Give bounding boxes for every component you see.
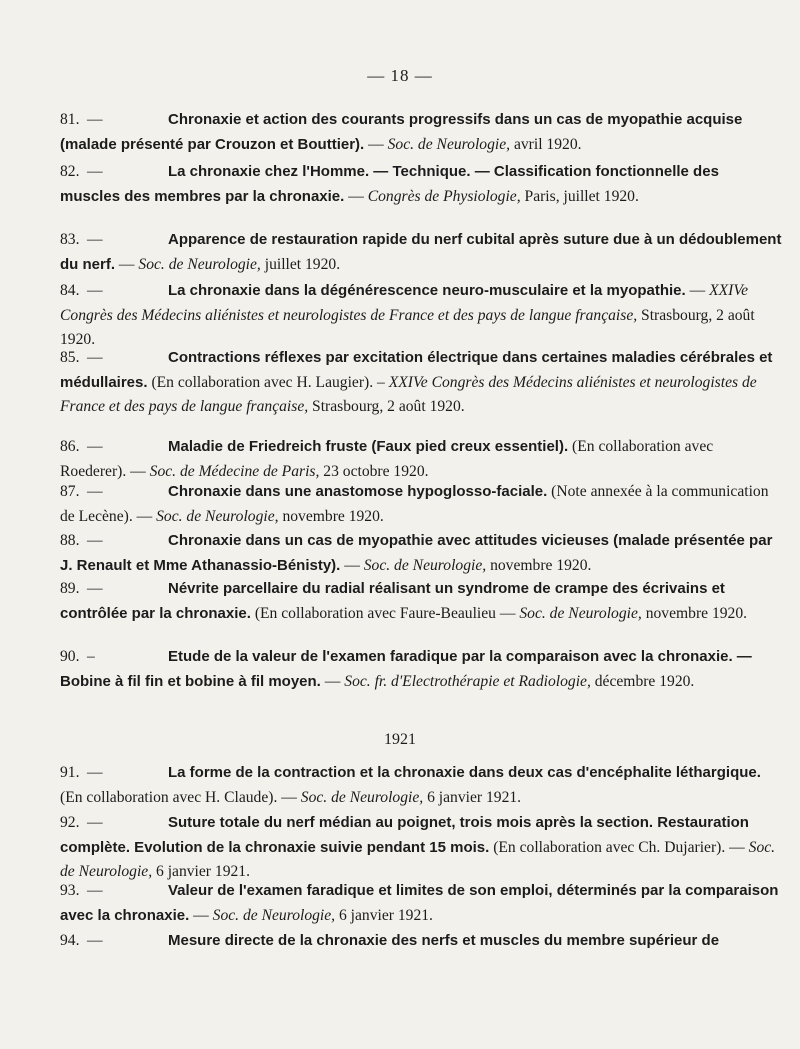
bibliography-entry: 86. — Maladie de Friedreich fruste (Faux pied creux essentiel). (En collaboration avec Roederer). — Soc. de Médecine de Paris, 23 octobre 1920.: [60, 435, 782, 484]
entry-title: Chronaxie et action des courants progressifs dans un cas de myopathie acquise (malade présenté par Crouzon et Bouttier).: [60, 111, 743, 153]
entry-source: XXIVe Congrès des Médecins aliénistes et neurologistes de France et des pays de langue française,: [60, 282, 749, 324]
entry-source: Congrès de Physiologie,: [367, 187, 521, 205]
entry-date: novembre 1920.: [282, 507, 384, 525]
bibliography-entry: 92. — Suture totale du nerf médian au poignet, trois mois après la section. Restauration complète. Evolution de la chronaxie suivie pendant 15 mois. (En collaboration avec Ch. Dujarier). — Soc. de Neurologie, 6 janvier 1921.: [60, 811, 782, 885]
entry-date: Paris, juillet 1920.: [524, 187, 639, 205]
bibliography-entry: 88. — Chronaxie dans un cas de myopathie avec attitudes vicieuses (malade présentée par J. Renault et Mme Athanassio-Bénisty). — Soc. de Neurologie, novembre 1920.: [60, 529, 782, 578]
bibliography-entry: 87. — Chronaxie dans une anastomose hypoglosso-faciale. (Note annexée à la communication de Lecène). — Soc. de Neurologie, novembre 1920.: [60, 480, 782, 529]
bibliography-entry: 82. — La chronaxie chez l'Homme. — Technique. — Classification fonctionnelle des muscles des membres par la chronaxie. — Congrès de Physiologie, Paris, juillet 1920.: [60, 160, 782, 209]
bibliography-entry: 81. — Chronaxie et action des courants progressifs dans un cas de myopathie acquise (malade présenté par Crouzon et Bouttier). — Soc. de Neurologie, avril 1920.: [60, 108, 782, 157]
entry-title: Valeur de l'examen faradique et limites de son emploi, déterminés par la comparaison avec la chronaxie.: [60, 882, 779, 924]
entry-source: Soc. de Neurologie,: [138, 255, 261, 273]
entry-title: La chronaxie dans la dégénérescence neuro-musculaire et la myopathie.: [168, 282, 686, 299]
bibliography-entry: 83. — Apparence de restauration rapide du nerf cubital après suture due à un dédoublement du nerf. — Soc. de Neurologie, juillet 1920.: [60, 228, 782, 277]
entry-number: 86.: [60, 438, 80, 455]
entry-number: 85.: [60, 349, 80, 366]
entry-source: Soc. de Neurologie,: [519, 604, 642, 622]
entry-date: décembre 1920.: [594, 672, 695, 690]
entry-source: Soc. de Neurologie,: [387, 135, 511, 153]
entry-source: Soc. de Neurologie,: [300, 788, 424, 806]
entry-title: Suture totale du nerf médian au poignet, trois mois après la section. Restauration complète. Evolution de la chronaxie suivie pendant 15 mois.: [60, 814, 749, 856]
entry-collaboration: (En collaboration avec Faure-Beaulieu —: [254, 604, 516, 622]
entry-title: Mesure directe de la chronaxie des nerfs et muscles du membre supérieur de: [168, 932, 720, 949]
entry-source: Soc. fr. d'Electrothérapie et Radiologie,: [344, 672, 591, 690]
entry-number: 82.: [60, 163, 80, 180]
entry-collaboration: —: [324, 672, 341, 690]
entry-date: Strasbourg, 2 août 1920.: [312, 398, 465, 415]
entry-number: 83.: [60, 231, 80, 248]
entry-number: 92.: [60, 814, 80, 831]
entry-date: 6 janvier 1921.: [338, 906, 433, 924]
entry-number: 90.: [60, 648, 80, 665]
entry-number: 91.: [60, 764, 80, 781]
entry-date: Strasbourg, 2 août 1920.: [60, 306, 755, 348]
bibliography-entry: 91. — La forme de la contraction et la chronaxie dans deux cas d'encéphalite léthargique. (En collaboration avec H. Claude). — Soc. de Neurologie, 6 janvier 1921.: [60, 761, 782, 810]
entry-title: Névrite parcellaire du radial réalisant un syndrome de crampe des écrivains et contrôlée par la chronaxie.: [60, 580, 725, 622]
entry-title: Maladie de Friedreich fruste (Faux pied creux essentiel).: [168, 438, 569, 455]
entry-source: Soc. de Médecine de Paris,: [149, 462, 320, 480]
entry-title: Apparence de restauration rapide du nerf cubital après suture due à un dédoublement du nerf.: [60, 231, 782, 273]
bibliography-entry: 90. – Etude de la valeur de l'examen faradique par la comparaison avec la chronaxie. — Bobine à fil fin et bobine à fil moyen. — Soc. fr. d'Electrothérapie et Radiologie, décembre 1920.: [60, 645, 782, 694]
entry-collaboration: (Note annexée à la communication de Lecène). —: [60, 483, 769, 525]
entry-date: 6 janvier 1921.: [156, 863, 250, 880]
entry-title: Etude de la valeur de l'examen faradique par la comparaison avec la chronaxie. — Bobine à fil fin et bobine à fil moyen.: [60, 648, 752, 690]
year-heading: 1921: [384, 731, 416, 748]
entry-collaboration: (En collaboration avec H. Claude). —: [60, 788, 297, 806]
entry-source: Soc. de Neurologie,: [60, 838, 776, 880]
page-number: — 18 —: [367, 66, 433, 85]
entry-date: 6 janvier 1921.: [427, 788, 522, 806]
entry-collaboration: (En collaboration avec Ch. Dujarier). —: [493, 838, 745, 856]
entry-date: juillet 1920.: [264, 255, 341, 273]
entry-title: Chronaxie dans un cas de myopathie avec attitudes vicieuses (malade présentée par J. Renault et Mme Athanassio-Bénisty).: [60, 532, 773, 574]
entry-collaboration: —: [193, 906, 209, 924]
entry-collaboration: (En collaboration avec Roederer). —: [60, 438, 714, 480]
entry-source: Soc. de Neurologie,: [156, 507, 279, 525]
entry-number: 84.: [60, 282, 80, 299]
entry-date: 23 octobre 1920.: [323, 462, 429, 480]
entry-source: XXIVe Congrès des Médecins aliénistes et neurologistes de France et des pays de langue française,: [60, 373, 757, 415]
entry-collaboration: —: [344, 556, 360, 574]
entry-number: 87.: [60, 483, 80, 500]
entry-title: Chronaxie dans une anastomose hypoglosso-faciale.: [168, 483, 548, 500]
entry-date: novembre 1920.: [645, 604, 748, 622]
entry-title: La chronaxie chez l'Homme. — Technique. — Classification fonctionnelle des muscles des membres par la chronaxie.: [60, 163, 719, 205]
entry-number: 93.: [60, 882, 80, 899]
bibliography-entry: 93. — Valeur de l'examen faradique et limites de son emploi, déterminés par la comparaison avec la chronaxie. — Soc. de Neurologie, 6 janvier 1921.: [60, 879, 782, 928]
entry-number: 88.: [60, 532, 80, 549]
bibliography-entry: 94. — Mesure directe de la chronaxie des nerfs et muscles du membre supérieur de: [60, 929, 782, 954]
bibliography-entry: 89. — Névrite parcellaire du radial réalisant un syndrome de crampe des écrivains et contrôlée par la chronaxie. (En collaboration avec Faure-Beaulieu — Soc. de Neurologie, novembre 1920.: [60, 577, 782, 626]
entry-date: novembre 1920.: [490, 556, 592, 574]
entry-number: 94.: [60, 932, 80, 949]
entry-date: avril 1920.: [513, 135, 582, 153]
entry-collaboration: (En collaboration avec H. Laugier). –: [151, 373, 385, 391]
bibliography-entry: 84. — La chronaxie dans la dégénérescence neuro-musculaire et la myopathie. — XXIVe Congrès des Médecins aliénistes et neurologistes de France et des pays de langue française, Strasbourg, 2 août 1920.: [60, 279, 782, 353]
entry-source: Soc. de Neurologie,: [212, 906, 336, 924]
entry-number: 89.: [60, 580, 80, 597]
bibliography-entry: 85. — Contractions réflexes par excitation électrique dans certaines maladies cérébrales et médullaires. (En collaboration avec H. Laugier). – XXIVe Congrès des Médecins aliénistes et neurologistes de France et des pays de langue française, Strasbourg, 2 août 1920.: [60, 346, 782, 420]
entry-title: La forme de la contraction et la chronaxie dans deux cas d'encéphalite léthargique.: [168, 764, 761, 781]
entry-source: Soc. de Neurologie,: [363, 556, 487, 574]
entry-number: 81.: [60, 111, 80, 128]
entry-title: Contractions réflexes par excitation électrique dans certaines maladies cérébrales et médullaires.: [60, 349, 773, 391]
